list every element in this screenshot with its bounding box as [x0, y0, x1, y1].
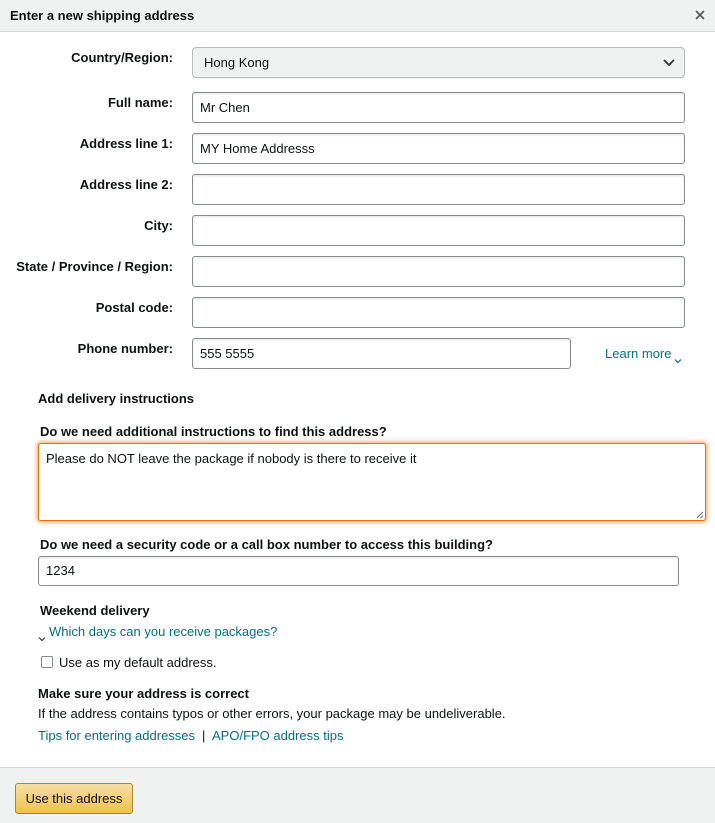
postal-code-input[interactable] [192, 297, 685, 328]
find-instructions-question: Do we need additional instructions to find this address? [40, 424, 387, 439]
security-code-question: Do we need a security code or a call box number to access this building? [40, 537, 493, 552]
full-name-input[interactable]: Mr Chen [192, 92, 685, 123]
weekend-days-link: Which days can you receive packages? [49, 624, 278, 639]
address-line-1-label: Address line 1: [79, 136, 173, 151]
close-button[interactable] [691, 6, 709, 24]
security-code-input[interactable]: 1234 [38, 556, 679, 586]
use-this-address-button[interactable]: Use this address [15, 783, 133, 814]
weekend-days-expander[interactable] [38, 624, 277, 639]
city-input[interactable] [192, 215, 685, 246]
chevron-down-icon [663, 58, 675, 68]
apo-fpo-tips-link[interactable]: APO/FPO address tips [212, 728, 344, 743]
link-separator: | [202, 728, 206, 743]
tips-entering-addresses-link[interactable]: Tips for entering addresses [38, 728, 196, 743]
default-address-checkbox[interactable] [41, 656, 53, 668]
find-instructions-value: Please do NOT leave the package if nobody is there to receive it [46, 451, 417, 466]
learn-more-text: Learn more [605, 346, 672, 361]
country-value: Hong Kong [204, 55, 270, 70]
weekend-delivery-heading: Weekend delivery [40, 603, 150, 618]
state-input[interactable] [192, 256, 685, 287]
country-select[interactable] [192, 47, 685, 78]
address-line-1-input[interactable]: MY Home Addresss [192, 133, 685, 164]
default-address-label[interactable]: Use as my default address. [59, 655, 217, 670]
verify-address-heading: Make sure your address is correct [38, 686, 249, 701]
full-name-label: Full name: [107, 95, 173, 110]
close-icon [691, 6, 709, 24]
dialog-footer [0, 767, 715, 823]
find-instructions-textarea[interactable] [38, 443, 706, 521]
dialog-header [0, 0, 715, 32]
city-label: City: [144, 218, 173, 233]
state-label: State / Province / Region: [16, 259, 173, 274]
chevron-down-icon [674, 352, 682, 358]
resize-grip-icon[interactable] [696, 511, 704, 519]
chevron-down-icon [38, 630, 46, 636]
delivery-instructions-heading: Add delivery instructions [38, 391, 195, 406]
phone-input[interactable]: 555 5555 [192, 338, 571, 369]
verify-address-body: If the address contains typos or other errors, your package may be undeliverable. [38, 706, 506, 721]
dialog-title: Enter a new shipping address [10, 8, 195, 23]
learn-more-link[interactable] [605, 346, 682, 361]
phone-label: Phone number: [77, 341, 173, 356]
country-label: Country/Region: [71, 50, 173, 65]
address-line-2-input[interactable] [192, 174, 685, 205]
address-line-2-label: Address line 2: [79, 177, 173, 192]
postal-code-label: Postal code: [95, 300, 173, 315]
